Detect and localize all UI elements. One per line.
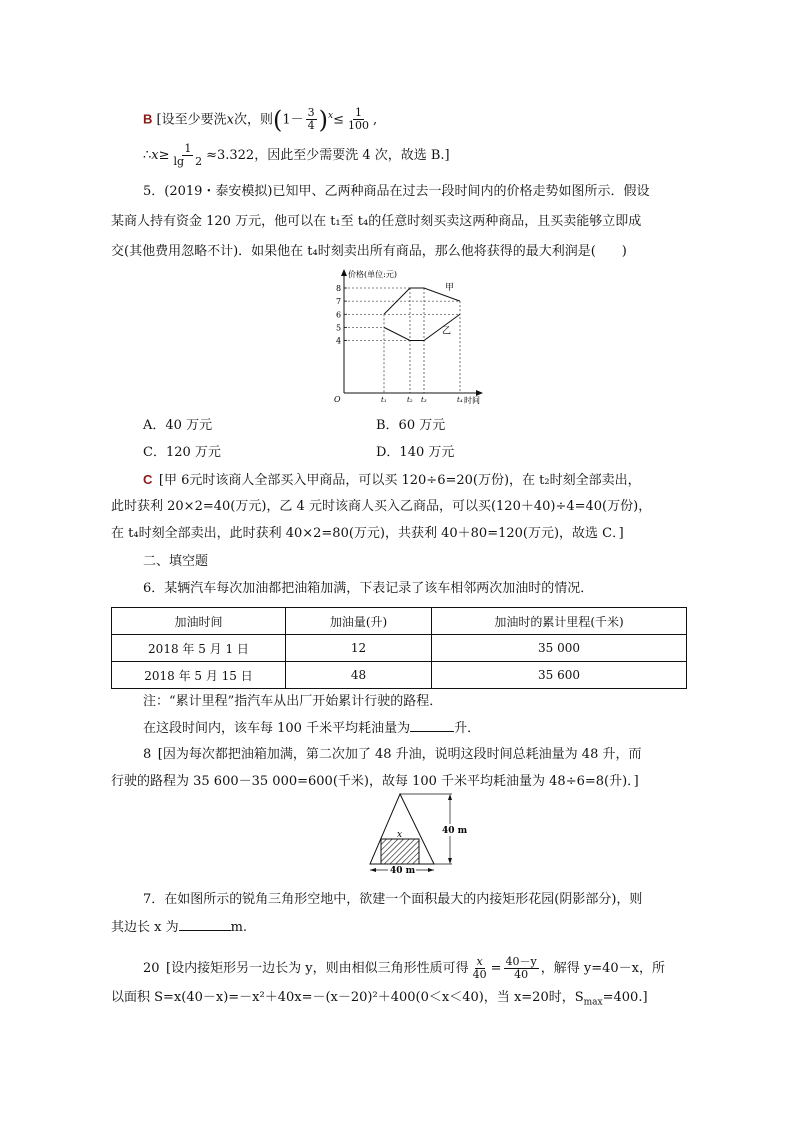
option-c: C．120 万元 (143, 445, 221, 460)
q7-answer-line2: 以面积 S=x(40－x)=－x²＋40x=－(x－20)²＋400(0＜x＜40)，当 x=20时，$S_{max}=400$.] (111, 990, 648, 1008)
q7-text-line2: 其边长 x 为 m. (111, 920, 248, 935)
x-tick-label: t₄ (457, 396, 463, 404)
table-header: 加油量(升) (286, 608, 432, 635)
triangle-figure (360, 786, 470, 876)
x-tick-label: t₃ (421, 396, 427, 404)
base-label: 40 m (390, 866, 416, 876)
table-header: 加油时间 (112, 608, 286, 635)
option-b: B．60 万元 (376, 418, 446, 433)
q6-answer-line1: 8 [因为每次都把油箱加满，第二次加了 48 升油，说明这段时间总耗油量为 48 升，而 (143, 747, 642, 762)
x-label: x (397, 830, 403, 840)
table-row (112, 635, 687, 662)
fraction: $\frac{1}{\lg 2}$ (173, 142, 203, 168)
section-heading: 二、填空题 (143, 554, 209, 569)
option-a: A．40 万元 (143, 418, 213, 433)
q6-ask: 在这段时间内，该车每 100 千米平均耗油量为 升． (143, 721, 481, 736)
answer-blank (179, 918, 231, 931)
y-tick-label: 5 (336, 323, 342, 333)
q5-answer-line1: C [甲 6元时该商人全部买入甲商品，可以买 120÷6=20(万份)，在 t₂时刻全部卖出， (143, 472, 641, 488)
q5-text-line2: 某商人持有资金 120 万元，他可以在 t₁至 t₄的任意时刻买卖这两种商品，且买卖能够立即成 (111, 214, 642, 229)
fraction: $\frac{1}{100}$ (347, 106, 369, 133)
q6-note: 注：“累计里程”指汽车从出厂开始累计行驶的路程． (143, 694, 443, 709)
fraction: $\frac{3}{4}$ (307, 106, 315, 133)
series-label-yi: 乙 (442, 326, 452, 337)
x-tick-label: t₂ (407, 396, 413, 404)
table-cell: 2018 年 5 月 15 日 (112, 662, 286, 689)
q5-text-line1: 5．(2019・泰安模拟)已知甲、乙两种商品在过去一段时间内的价格走势如图所示．假设 (143, 184, 650, 199)
answer-letter: B (143, 111, 153, 127)
q5-answer-line3: 在 t₄时刻全部卖出，此时获利 40×2=80(万元)，共获利 40＋80=120(万元)，故选 C．] (111, 526, 624, 541)
x-tick-label: t₁ (381, 396, 387, 404)
answer-number: 20 (143, 961, 160, 976)
option-d: D．140 万元 (376, 445, 455, 460)
table-header-row (112, 608, 687, 635)
table-cell: 2018 年 5 月 1 日 (112, 635, 286, 662)
q4-answer-line2: ∴x≥ $\frac{1}{\lg 2}$ ≈3.322，因此至少需要洗 4 次，故选 B.] (143, 142, 450, 168)
y-tick-label: 8 (336, 284, 342, 293)
table-header: 加油时的累计里程(千米) (432, 608, 687, 635)
series-label-jia: 甲 (445, 283, 455, 293)
q5-text-line3: 交(其他费用忽略不计)．如果他在 t₄时刻卖出所有商品，那么他将获得的最大利润是( ) (111, 244, 627, 259)
answer-letter: C (143, 472, 153, 487)
q6-text-line1: 6．某辆汽车每次加油都把油箱加满，下表记录了该车相邻两次加油时的情况． (143, 581, 594, 596)
table-cell: 12 (286, 635, 432, 662)
y-tick-label: 7 (336, 297, 342, 307)
q6-answer-line2: 行驶的路程为 35 600－35 000=600(千米)，故每 100 千米平均耗油量为 48÷6=8(升)．] (111, 774, 639, 789)
answer-blank (410, 719, 454, 732)
y-tick-label: 6 (336, 310, 342, 320)
height-label: 40 m (442, 826, 468, 836)
origin-label: O (334, 395, 341, 404)
q5-answer-line2: 此时获利 20×2=40(万元)，乙 4 元时该商人买入乙商品，可以买(120＋40)÷4=40(万份)， (111, 499, 652, 514)
y-axis-arrow (341, 269, 347, 276)
x-axis-label: 时间 (464, 396, 480, 405)
table-cell: 48 (286, 662, 432, 689)
answer-number: 8 (143, 747, 152, 762)
refuel-table (111, 607, 687, 689)
price-chart (330, 266, 490, 406)
q7-text-line1: 7．在如图所示的锐角三角形空地中，欲建一个面积最大的内接矩形花园(阴影部分)，则 (143, 892, 643, 907)
fraction: $\frac{40-y}{40}$ (505, 955, 537, 981)
table-cell: 35 600 (432, 662, 687, 689)
fraction: $\frac{x}{40}$ (472, 955, 487, 981)
table-cell: 35 000 (432, 635, 687, 662)
y-tick-label: 4 (336, 336, 342, 346)
y-axis-label: 价格(单位:元) (348, 270, 397, 279)
q7-answer-line1: 20 [设内接矩形另一边长为 y，则由相似三角形性质可得 $\frac{x}{40}$ = $\frac{40-y}{40}$ ，解得 y=40－x，所 (143, 955, 665, 981)
q4-answer-line1: B [设至少要洗x次，则(1－ $\frac{3}{4}$ )$^x$≤ $\frac{1}{100}$ , (143, 105, 378, 134)
table-row (112, 662, 687, 689)
